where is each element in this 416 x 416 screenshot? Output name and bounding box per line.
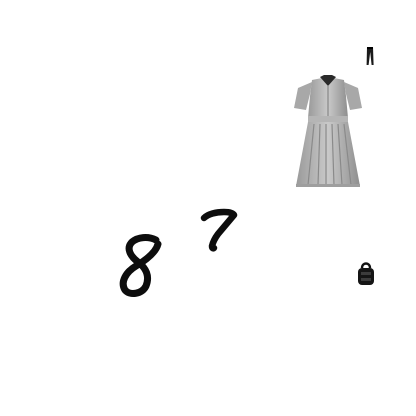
digit-eight-icon	[112, 232, 168, 300]
trousers-icon	[364, 46, 376, 66]
dress-icon	[292, 74, 364, 190]
digit-seven-icon	[196, 206, 242, 254]
bag-icon	[355, 260, 377, 288]
